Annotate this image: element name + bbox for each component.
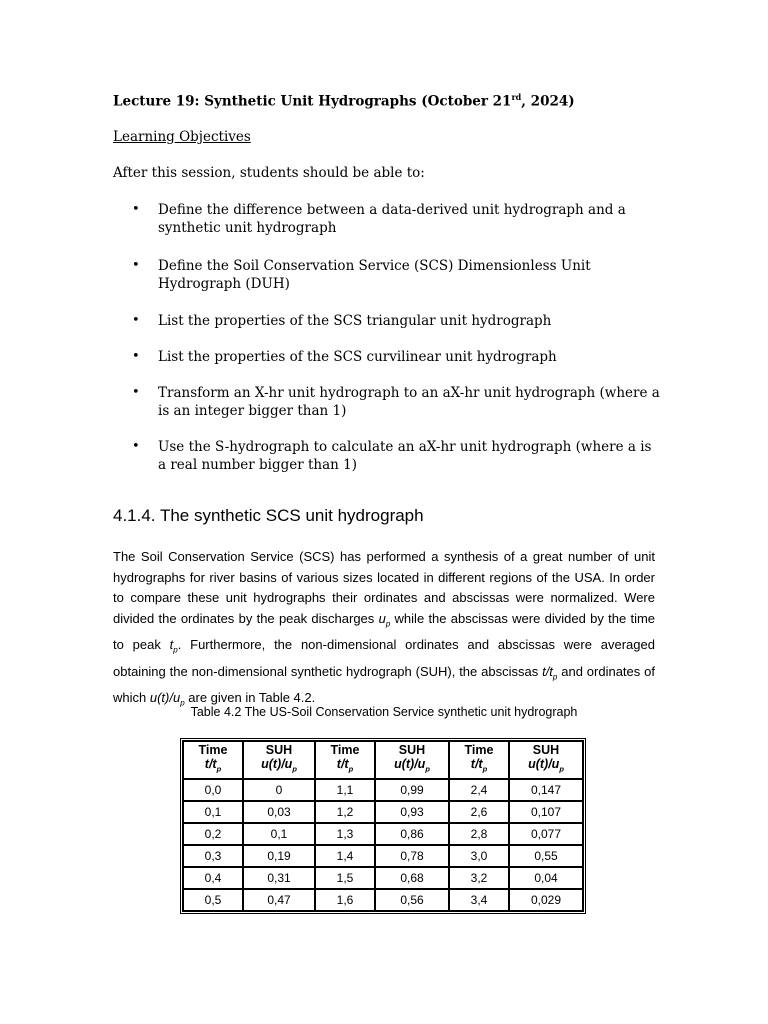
column-header bbox=[509, 741, 583, 779]
header-symbol bbox=[261, 757, 297, 774]
symbol-subscript: p bbox=[292, 764, 297, 774]
table-cell: 0,1 bbox=[243, 823, 315, 845]
symbol-subscript: p bbox=[552, 672, 558, 682]
symbol-base: u(t)/u bbox=[394, 757, 426, 772]
symbol-subscript: p bbox=[216, 764, 222, 774]
column-header bbox=[243, 741, 315, 779]
bullet-icon: • bbox=[132, 349, 140, 364]
symbol-subscript: p bbox=[425, 764, 430, 774]
symbol-subscript: p bbox=[559, 764, 564, 774]
table-cell: 3,0 bbox=[449, 845, 509, 867]
learning-objectives-heading: Learning Objectives bbox=[113, 129, 251, 145]
table-cell: 0,78 bbox=[375, 845, 449, 867]
table-cell: 1,3 bbox=[315, 823, 375, 845]
symbol-subscript: p bbox=[385, 619, 391, 629]
header-symbol bbox=[204, 757, 222, 774]
table-cell: 0,0 bbox=[183, 779, 243, 801]
table-row bbox=[183, 779, 583, 801]
table-cell: 0,5 bbox=[183, 889, 243, 911]
table-cell: 0,56 bbox=[375, 889, 449, 911]
bullet-icon: • bbox=[132, 202, 140, 217]
table-cell: 0,029 bbox=[509, 889, 583, 911]
table-cell: 0,077 bbox=[509, 823, 583, 845]
table-row bbox=[183, 889, 583, 911]
header-label: SUH bbox=[532, 743, 560, 758]
symbol-base: t/t bbox=[542, 663, 553, 679]
symbol-subscript: p bbox=[173, 646, 178, 655]
table-cell: 0,3 bbox=[183, 845, 243, 867]
symbol-base: t/t bbox=[470, 757, 483, 772]
column-header bbox=[315, 741, 375, 779]
symbol-subscript: p bbox=[348, 764, 354, 774]
ordinal-suffix: rd bbox=[511, 92, 522, 102]
symbol-base: u bbox=[378, 611, 386, 627]
body-paragraph bbox=[113, 547, 655, 714]
table-cell: 0,2 bbox=[183, 823, 243, 845]
intro-text: After this session, students should be able to: bbox=[113, 165, 425, 181]
time-to-peak-symbol bbox=[169, 637, 178, 655]
table-cell: 0,86 bbox=[375, 823, 449, 845]
bullet-icon: • bbox=[132, 385, 140, 400]
objective-text: Transform an X-hr unit hydrograph to an aX-hr unit hydrograph (where a is an integer bigger than 1) bbox=[158, 385, 660, 419]
bullet-icon: • bbox=[132, 313, 140, 328]
lecture-title-tail: , 2024) bbox=[521, 93, 575, 110]
peak-discharge-symbol bbox=[378, 611, 391, 629]
table-cell: 0,55 bbox=[509, 845, 583, 867]
objective-text: Define the Soil Conservation Service (SCS) Dimensionless Unit Hydrograph (DUH) bbox=[158, 258, 591, 292]
objective-text: List the properties of the SCS triangular unit hydrograph bbox=[158, 313, 552, 329]
column-header bbox=[183, 741, 243, 779]
symbol-base: t/t bbox=[336, 757, 349, 772]
table-cell: 0,147 bbox=[509, 779, 583, 801]
table-cell: 1,2 bbox=[315, 801, 375, 823]
column-header bbox=[375, 741, 449, 779]
table-cell: 0,1 bbox=[183, 801, 243, 823]
paragraph-text: are given in Table 4.2. bbox=[184, 690, 316, 705]
ordinate-ratio-symbol bbox=[149, 690, 185, 708]
header-label: Time bbox=[330, 743, 360, 758]
paragraph-text: and ordinates of which bbox=[113, 663, 655, 705]
table-cell: 1,5 bbox=[315, 867, 375, 889]
table-cell: 0,107 bbox=[509, 801, 583, 823]
paragraph-text: The Soil Conservation Service (SCS) has performed a synthesis of a great number of unit hydrographs for river basins of various sizes located in different regions of the USA. In order to compare these unit hydrographs their ordinates and abscissas were normalized. Were divided the ordinates by the peak discharges bbox=[113, 549, 655, 627]
table-row bbox=[183, 823, 583, 845]
table-cell: 1,4 bbox=[315, 845, 375, 867]
table-cell: 3,2 bbox=[449, 867, 509, 889]
objective-text: Use the S-hydrograph to calculate an aX-hr unit hydrograph (where a is a real number bigger than 1) bbox=[158, 439, 652, 473]
table-cell: 2,8 bbox=[449, 823, 509, 845]
objective-text: List the properties of the SCS curvilinear unit hydrograph bbox=[158, 349, 557, 365]
symbol-base: u(t)/u bbox=[149, 690, 181, 705]
lecture-title bbox=[113, 92, 575, 110]
table-row bbox=[183, 845, 583, 867]
section-heading: 4.1.4. The synthetic SCS unit hydrograph bbox=[113, 506, 424, 525]
table-cell: 0,68 bbox=[375, 867, 449, 889]
table-cell: 0,04 bbox=[509, 867, 583, 889]
symbol-subscript: p bbox=[482, 764, 488, 774]
symbol-base: t bbox=[169, 637, 174, 653]
table-cell: 3,4 bbox=[449, 889, 509, 911]
table-cell: 0,93 bbox=[375, 801, 449, 823]
objective-text: Define the difference between a data-derived unit hydrograph and a synthetic unit hydrograph bbox=[158, 202, 626, 236]
header-label: Time bbox=[198, 743, 228, 758]
table-header-row bbox=[183, 741, 583, 779]
paragraph-text: . Furthermore, the non-dimensional ordinates and abscissas were averaged obtaining the non-dimensional synthetic hydrograph (SUH), the abscissas bbox=[113, 637, 655, 679]
table-row bbox=[183, 801, 583, 823]
header-label: Time bbox=[464, 743, 494, 758]
abscissa-ratio-symbol bbox=[542, 663, 558, 682]
header-label: SUH bbox=[265, 743, 293, 758]
table-cell: 0,99 bbox=[375, 779, 449, 801]
paragraph-text: while the abscissas were divided by the time to peak bbox=[113, 611, 656, 653]
header-symbol bbox=[528, 757, 564, 774]
table-cell: 2,6 bbox=[449, 801, 509, 823]
suh-table bbox=[180, 738, 586, 914]
table-caption: Table 4.2 The US-Soil Conservation Service synthetic unit hydrograph bbox=[190, 705, 578, 719]
symbol-base: t/t bbox=[204, 757, 217, 772]
table-cell: 0 bbox=[243, 779, 315, 801]
table-cell: 0,31 bbox=[243, 867, 315, 889]
table-cell: 0,19 bbox=[243, 845, 315, 867]
header-symbol bbox=[394, 757, 430, 774]
symbol-subscript: p bbox=[180, 698, 185, 708]
symbol-base: u(t)/u bbox=[261, 757, 293, 772]
column-header bbox=[449, 741, 509, 779]
table-cell: 0,03 bbox=[243, 801, 315, 823]
symbol-base: u(t)/u bbox=[528, 757, 560, 772]
table-cell: 2,4 bbox=[449, 779, 509, 801]
lecture-title-text: Lecture 19: Synthetic Unit Hydrographs (October 21 bbox=[113, 93, 512, 110]
table-row bbox=[183, 867, 583, 889]
bullet-icon: • bbox=[132, 439, 140, 454]
header-label: SUH bbox=[398, 743, 426, 758]
header-symbol bbox=[470, 757, 488, 774]
table-cell: 0,47 bbox=[243, 889, 315, 911]
table-cell: 1,6 bbox=[315, 889, 375, 911]
bullet-icon: • bbox=[132, 258, 140, 273]
header-symbol bbox=[336, 757, 354, 774]
table-cell: 0,4 bbox=[183, 867, 243, 889]
table-cell: 1,1 bbox=[315, 779, 375, 801]
